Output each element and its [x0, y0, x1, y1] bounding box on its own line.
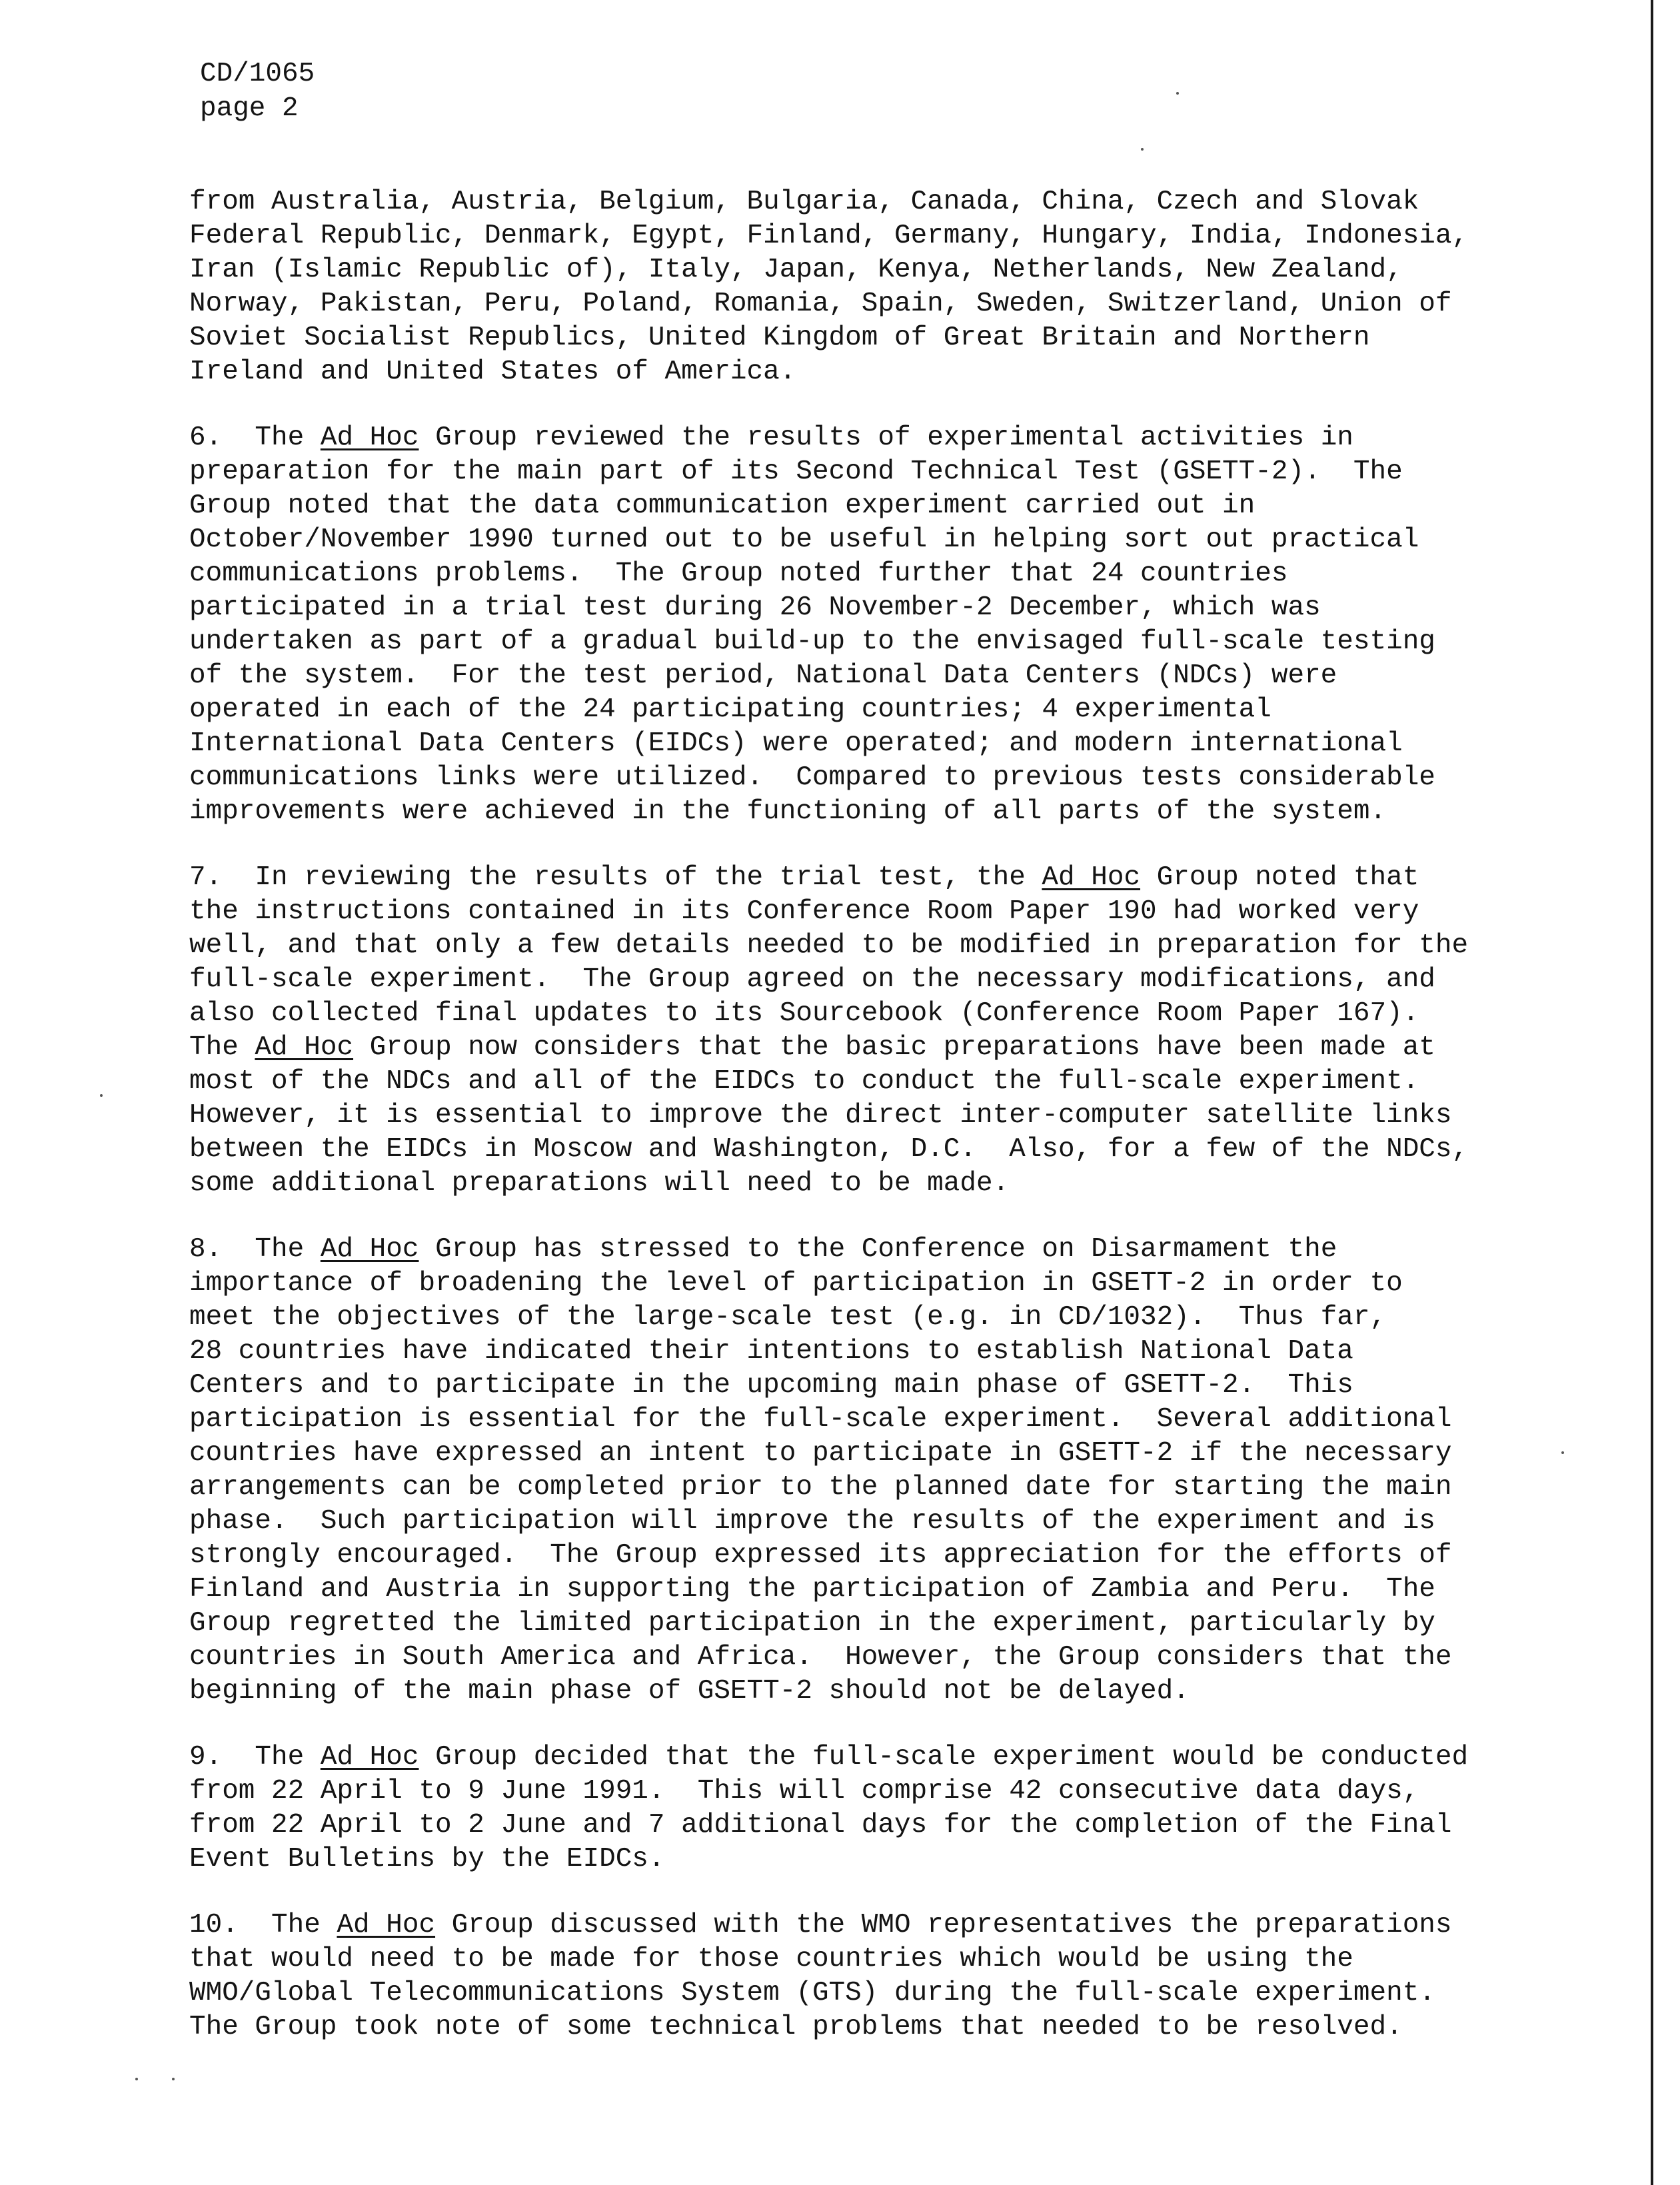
document-body — [189, 185, 1522, 2076]
scan-speck — [100, 1094, 103, 1097]
paragraph-9: 9. The Ad Hoc Group decided that the full-scale experiment would be conducted from 22 April to 9 June 1991. This will comprise 42 consecutive data days, from 22 April to 2 June and 7 additional days for the completion of the Final Event Bulletins by the EIDCs. — [189, 1741, 1522, 1876]
text-line: Group regretted the limited participation in the experiment, particularly by — [189, 1608, 1435, 1639]
scan-speck — [1561, 1451, 1564, 1454]
text-line: well, and that only a few details needed to be modified in preparation for the — [189, 930, 1469, 961]
text-line: arrangements can be completed prior to the planned date for starting the main — [189, 1472, 1452, 1503]
text-line: of the system. For the test period, National Data Centers (NDCs) were — [189, 660, 1337, 691]
text-line: undertaken as part of a gradual build-up to the envisaged full-scale testing — [189, 626, 1435, 657]
page-edge-line — [1651, 0, 1653, 2185]
paragraph-number: 8. — [189, 1234, 223, 1265]
text-line: from 22 April to 2 June and 7 additional days for the completion of the Final — [189, 1810, 1452, 1840]
text-line: operated in each of the 24 participating countries; 4 experimental — [189, 694, 1271, 725]
scan-speck — [135, 2078, 138, 2080]
text-line: participation is essential for the full-scale experiment. Several additional — [189, 1404, 1452, 1435]
text-line: Event Bulletins by the EIDCs. — [189, 1844, 665, 1874]
paragraph-number: 10. — [189, 1910, 239, 1940]
paragraph-number: 6. — [189, 422, 223, 453]
paragraph-7: 7. In reviewing the results of the trial test, the Ad Hoc Group noted that the instructions contained in its Conference Room Paper 190 had worked very well, and that only a few details needed to be modified in preparation for the full-scale experiment. The Group agreed on the necessary modifications, and also collected final updates to its Sourcebook (Conference Room Paper 167). The Ad Hoc Group now considers that the basic preparations have been made at most of the NDCs and all of the EIDCs to conduct the full-scale experiment. However, it is essential to improve the direct inter-computer satellite links between the EIDCs in Moscow and Washington, D.C. Also, for a few of the NDCs, some additional preparations will need to be made. — [189, 861, 1522, 1201]
text-line: also collected final updates to its Sourcebook (Conference Room Paper 167). — [189, 998, 1419, 1029]
text-line: Norway, Pakistan, Peru, Poland, Romania, Spain, Sweden, Switzerland, Union of — [189, 289, 1452, 319]
text-line: importance of broadening the level of participation in GSETT-2 in order to — [189, 1268, 1403, 1299]
text-line: 28 countries have indicated their intentions to establish National Data — [189, 1336, 1353, 1367]
text-line: communications links were utilized. Compared to previous tests considerable — [189, 762, 1435, 793]
text-line: October/November 1990 turned out to be useful in helping sort out practical — [189, 524, 1419, 555]
text-line: countries in South America and Africa. However, the Group considers that the — [189, 1642, 1452, 1673]
scan-speck — [172, 2078, 175, 2080]
text-line: communications problems. The Group noted further that 24 countries — [189, 558, 1288, 589]
text-line: beginning of the main phase of GSETT-2 should not be delayed. — [189, 1676, 1190, 1707]
ad-hoc-term: Ad Hoc — [255, 1032, 354, 1063]
text-line: Ireland and United States of America. — [189, 357, 796, 387]
page-number: page 2 — [200, 93, 299, 124]
text-line: International Data Centers (EIDCs) were operated; and modern international — [189, 728, 1403, 759]
document-symbol: CD/1065 — [200, 59, 315, 89]
text-line: Finland and Austria in supporting the participation of Zambia and Peru. The — [189, 1574, 1435, 1605]
text-line: the instructions contained in its Conference Room Paper 190 had worked very — [189, 896, 1419, 927]
text-line: Group noted that the data communication experiment carried out in — [189, 490, 1256, 521]
text-line: some additional preparations will need to be made. — [189, 1168, 1010, 1199]
ad-hoc-term: Ad Hoc — [320, 422, 419, 453]
text-line: participated in a trial test during 26 November-2 December, which was — [189, 592, 1321, 623]
text-line: that would need to be made for those countries which would be using the — [189, 1944, 1353, 1974]
ad-hoc-term: Ad Hoc — [337, 1910, 436, 1940]
text-line: improvements were achieved in the functioning of all parts of the system. — [189, 796, 1387, 827]
text-line: Iran (Islamic Republic of), Italy, Japan, Kenya, Netherlands, New Zealand, — [189, 255, 1403, 285]
ad-hoc-term: Ad Hoc — [1042, 862, 1141, 893]
paragraph-8: 8. The Ad Hoc Group has stressed to the Conference on Disarmament the importance of broadening the level of participation in GSETT-2 in order to meet the objectives of the large-scale test (e.g. in CD/1032). Thus far, 28 countries have indicated their intentions to establish National Data Centers and to participate in the upcoming main phase of GSETT-2. This participation is essential for the full-scale experiment. Several additional countries have expressed an intent to participate in GSETT-2 if the necessary arrangements can be completed prior to the planned date for starting the main phase. Such participation will improve the results of the experiment and is strongly encouraged. The Group expressed its appreciation for the efforts of Finland and Austria in supporting the participation of Zambia and Peru. The Group regretted the limited participation in the experiment, particularly by countries in South America and Africa. However, the Group considers that the beginning of the main phase of GSETT-2 should not be delayed. — [189, 1233, 1522, 1709]
text-line: Soviet Socialist Republics, United Kingdom of Great Britain and Northern — [189, 323, 1370, 353]
text-line: countries have expressed an intent to participate in GSETT-2 if the necessary — [189, 1438, 1452, 1469]
scan-speck — [1141, 148, 1144, 151]
text-line: most of the NDCs and all of the EIDCs to conduct the full-scale experiment. — [189, 1066, 1419, 1097]
text-line: WMO/Global Telecommunications System (GTS) during the full-scale experiment. — [189, 1978, 1435, 2008]
paragraph-6: 6. The Ad Hoc Group reviewed the results of experimental activities in preparation for the main part of its Second Technical Test (GSETT-2). The Group noted that the data communication experiment carried out in October/November 1990 turned out to be useful in helping sort out practical communications problems. The Group noted further that 24 countries participated in a trial test during 26 November-2 December, which was undertaken as part of a gradual build-up to the envisaged full-scale testing of the system. For the test period, National Data Centers (NDCs) were operated in each of the 24 participating countries; 4 experimental International Data Centers (EIDCs) were operated; and modern international communications links were utilized. Compared to previous tests considerable improvements were achieved in the functioning of all parts of the system. — [189, 421, 1522, 829]
paragraph-number: 9. — [189, 1742, 223, 1773]
text-line: from Australia, Austria, Belgium, Bulgaria, Canada, China, Czech and Slovak — [189, 187, 1419, 217]
paragraph-10: 10. The Ad Hoc Group discussed with the WMO representatives the preparations that would need to be made for those countries which would be using the WMO/Global Telecommunications System (GTS) during the full-scale experiment. The Group took note of some technical problems that needed to be resolved. — [189, 1908, 1522, 2044]
text-line: Centers and to participate in the upcoming main phase of GSETT-2. This — [189, 1370, 1353, 1401]
text-line: meet the objectives of the large-scale test (e.g. in CD/1032). Thus far, — [189, 1302, 1387, 1333]
paragraph-number: 7. — [189, 862, 223, 893]
text-line: Federal Republic, Denmark, Egypt, Finland, Germany, Hungary, India, Indonesia, — [189, 221, 1469, 251]
participants-paragraph — [189, 185, 1522, 389]
text-line: However, it is essential to improve the direct inter-computer satellite links — [189, 1100, 1452, 1131]
ad-hoc-term: Ad Hoc — [320, 1742, 419, 1773]
document-header — [200, 57, 315, 126]
text-line: strongly encouraged. The Group expressed its appreciation for the efforts of — [189, 1540, 1452, 1571]
text-line: between the EIDCs in Moscow and Washington, D.C. Also, for a few of the NDCs, — [189, 1134, 1469, 1165]
text-line: preparation for the main part of its Second Technical Test (GSETT-2). The — [189, 456, 1403, 487]
text-line: The Group took note of some technical problems that needed to be resolved. — [189, 2012, 1403, 2042]
text-line: full-scale experiment. The Group agreed on the necessary modifications, and — [189, 964, 1435, 995]
ad-hoc-term: Ad Hoc — [320, 1234, 419, 1265]
scan-speck — [1176, 92, 1179, 95]
text-line: phase. Such participation will improve the results of the experiment and is — [189, 1506, 1435, 1537]
text-line: from 22 April to 9 June 1991. This will comprise 42 consecutive data days, — [189, 1776, 1419, 1807]
